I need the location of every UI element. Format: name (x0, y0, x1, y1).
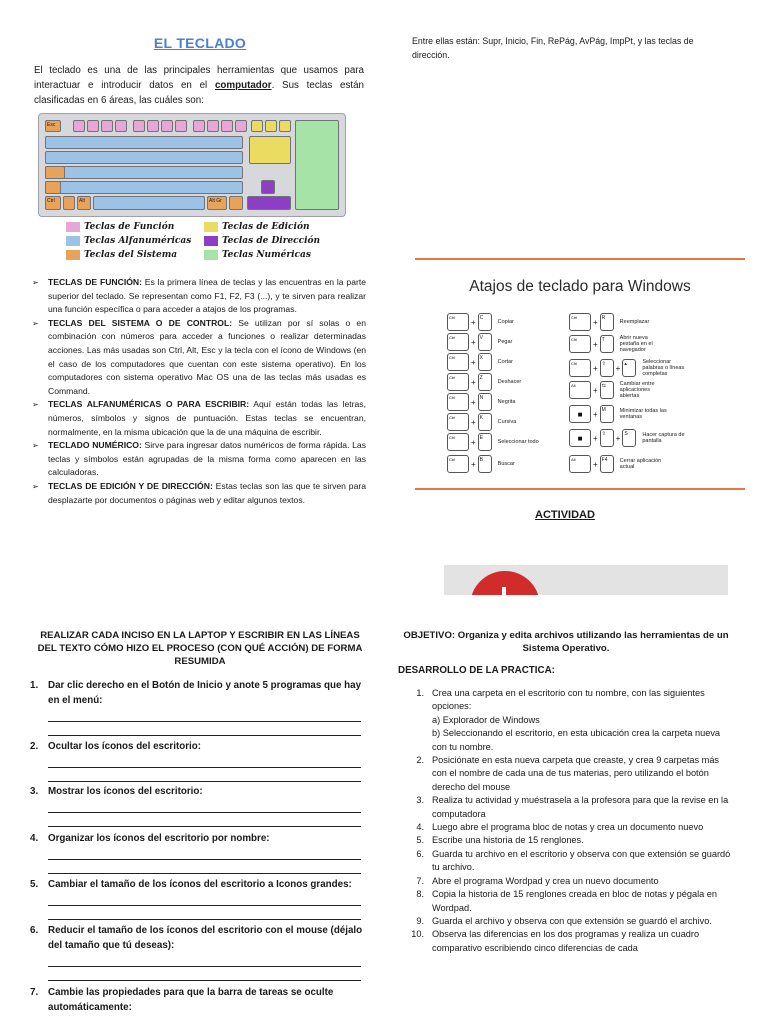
keyboard-legend (62, 220, 352, 264)
legend-swatch (66, 250, 80, 260)
shift-key (45, 181, 61, 194)
step-item: b) Seleccionando el escritorio, en esta ubicación crea la carpeta nueva con tu nombre. (432, 728, 721, 752)
key-icon: N (478, 393, 492, 411)
plus-icon: + (471, 317, 476, 327)
ctrl-key-icon: Ctrl (569, 313, 591, 331)
shortcut-item: Ctrl + X Cortar (447, 352, 513, 372)
answer-line[interactable] (48, 813, 361, 827)
plus-icon: + (471, 397, 476, 407)
key-icon: V (478, 333, 492, 351)
ctrl-key-icon: Ctrl (447, 373, 469, 391)
shortcut-item: Ctrl + R Reemplazar (569, 312, 649, 332)
ctrl-key-icon: Ctrl (447, 313, 469, 331)
windows-key-icon: ■ (569, 405, 591, 423)
plus-icon: + (593, 317, 598, 327)
f-key (115, 120, 127, 132)
edit-key (265, 120, 277, 132)
key-icon: C (478, 313, 492, 331)
plus-icon: + (471, 437, 476, 447)
f-key (235, 120, 247, 132)
step-item: 4. Luego abre el programa bloc de notas y crea un documento nuevo (416, 822, 704, 833)
f-key (87, 120, 99, 132)
f-key (101, 120, 113, 132)
objective-heading: OBJETIVO: Organiza y edita archivos utilizando las herramientas de un Sistema Operativo. (403, 630, 729, 654)
legend-swatch (204, 222, 218, 232)
plus-icon: + (471, 417, 476, 427)
qwerty-row (45, 151, 243, 164)
f-key (175, 120, 187, 132)
arrow-up-key (261, 180, 275, 194)
step-item: 1. Crea una carpeta en el escritorio con tu nombre, con las siguientes opciones: (416, 688, 705, 712)
cropped-logo-image (444, 565, 728, 595)
instructions-heading: REALIZAR CADA INCISO EN LA LAPTOP Y ESCRIBIR EN LAS LÍNEAS DEL TEXTO CÓMO HIZO EL PROCESO (CON QUÉ ACCIÓN) DE FORMA RESUMIDA (37, 630, 363, 667)
shortcut-item: Ctrl + N Negrita (447, 392, 515, 412)
answer-line[interactable] (48, 708, 361, 722)
edit-key (279, 120, 291, 132)
shortcut-item: Ctrl + C Copiar (447, 312, 514, 332)
f-key (161, 120, 173, 132)
legend-swatch (204, 236, 218, 246)
task-item: 2. Ocultar los íconos del escritorio: (30, 739, 366, 782)
key-icon: K (478, 413, 492, 431)
shortcut-item: Alt + F4 Cerrar aplicación actual (569, 454, 668, 474)
home-row (45, 166, 243, 179)
logo-mark-icon (502, 587, 506, 595)
ctrl-key: Ctrl (45, 196, 61, 210)
plus-icon: + (593, 459, 598, 469)
practice-steps-list (404, 687, 734, 955)
intro-paragraph: El teclado es una de las principales herramientas que usamos para interactuar e introducir datos en el computador. Sus teclas están clasificadas en 6 áreas, las cuáles son: (34, 65, 364, 106)
definition-item: ➢ TECLAS DEL SISTEMA O DE CONTROL: Se utilizan por sí solas o en combinación con números para acceder a funciones o realizar determinadas acciones. Las más usadas son Ctrl, Alt, Esc y la tecla con el ícono de Windows (en el caso de los computadores que cuentan con este sistema operativo). En los computadores con sistema operativo Mac OS una de las teclas más usadas es Command. (32, 317, 366, 399)
alt-key-icon: Alt (569, 381, 591, 399)
plus-icon: + (471, 459, 476, 469)
plus-icon: + (615, 363, 621, 373)
legend-swatch (66, 222, 80, 232)
caps-key (45, 166, 65, 179)
legend-item: Teclas Alfanuméricas (66, 236, 191, 246)
shortcut-item: Ctrl + B Buscar (447, 454, 515, 474)
step-item: 3. Realiza tu actividad y muéstrasela a la profesora para que la revise en la computadora (416, 795, 729, 819)
step-item: 10. Observa las diferencias en los dos programas y realiza un cuadro comparativo escribiendo cinco diferencias de cada (411, 929, 700, 953)
plus-icon: + (593, 385, 598, 395)
ctrl-key-icon: Ctrl (447, 353, 469, 371)
plus-icon: + (471, 377, 476, 387)
numeric-keypad (295, 120, 339, 210)
answer-line[interactable] (48, 754, 361, 768)
step-item: 8. Copia la historia de 15 renglones creada en bloc de notas y pégala en Wordpad. (416, 889, 718, 913)
plus-icon: + (471, 357, 476, 367)
shortcut-item: Ctrl + V Pegar (447, 332, 512, 352)
legend-item: Teclas Numéricas (204, 250, 311, 260)
answer-line[interactable] (48, 967, 361, 981)
esc-key: Esc (45, 120, 61, 132)
key-icon: Z (478, 373, 492, 391)
tab-key-icon: ⇆ (600, 381, 614, 399)
answer-line[interactable] (48, 768, 361, 782)
step-item: 9. Guarda el archivo y observa con que extensión se guardó el archivo. (416, 915, 712, 926)
shortcut-item: Ctrl + T Abrir nueva pestaña en el navegador (571, 335, 653, 353)
space-key (93, 196, 205, 210)
step-item: 5. Escribe una historia de 15 renglones. (416, 835, 584, 846)
task-item: 4. Organizar los íconos del escritorio por nombre: (30, 831, 366, 874)
shortcuts-title: Atajos de teclado para Windows (469, 278, 691, 295)
task-item: 6. Reducir el tamaño de los íconos del escritorio con el mouse (déjalo del tamaño que tú deseas): (30, 923, 366, 981)
actividad-heading: ACTIVIDAD (535, 509, 595, 521)
number-row (45, 136, 243, 149)
key-icon: E (478, 433, 492, 451)
windows-key-icon: ■ (569, 429, 591, 447)
shortcut-item: ■ + M Minimizar todas las ventanas (569, 404, 668, 424)
plus-icon: + (593, 363, 598, 373)
shift-key-icon: ⇧ (600, 429, 614, 447)
shortcut-item: Ctrl + E Seleccionar todo (447, 432, 539, 452)
answer-line[interactable] (48, 846, 361, 860)
shortcut-item: Alt + ⇆ Cambiar entre aplicaciones abiertas (571, 381, 655, 399)
shift-key-icon: ⇧ (600, 359, 614, 377)
plus-icon: + (615, 433, 621, 443)
f-key (221, 120, 233, 132)
key-icon: S (622, 429, 636, 447)
shortcut-item: Ctrl + ⇧ + ▴ Seleccionar palabras o líneas completas (571, 359, 685, 377)
definition-item: ➢ TECLAS ALFANUMÉRICAS O PARA ESCRIBIR: Aquí están todas las letras, números, símbolos y signos de puntuación. Estas teclas se encuentran, normalmente, en la misma ubicación que la de una máquina de escribir. (32, 398, 366, 439)
arrow-keys-icon: ▴ (622, 359, 636, 377)
answer-line[interactable] (48, 892, 361, 906)
shortcut-item: Ctrl + K Cursiva (447, 412, 516, 432)
ctrl-key-icon: Ctrl (447, 333, 469, 351)
bottom-row (45, 181, 243, 194)
task-item: 3. Mostrar los íconos del escritorio: (30, 784, 366, 827)
ctrl-key-icon: Ctrl (447, 455, 469, 473)
altgr-key: Alt Gr (207, 196, 227, 210)
page-title: EL TECLADO (153, 35, 247, 51)
key-icon: R (600, 313, 614, 331)
practice-heading: DESARROLLO DE LA PRACTICA: (398, 665, 555, 676)
plus-icon: + (593, 433, 598, 443)
f-key (147, 120, 159, 132)
legend-item: Teclas del Sistema (66, 250, 177, 260)
task-item: 7. Cambie las propiedades para que la barra de tareas se oculte automáticamente: (30, 987, 334, 1013)
key-icon: M (600, 405, 614, 423)
legend-item: Teclas de Función (66, 222, 174, 232)
step-item: 2. Posiciónate en esta nueva carpeta que creaste, y crea 9 carpetas más con el nombre de cada una de tus materias, pero utilizando el botón derecho del mouse (416, 755, 720, 792)
ctrl-key-icon: Ctrl (447, 393, 469, 411)
plus-icon: + (593, 339, 598, 349)
legend-item: Teclas de Dirección (204, 236, 320, 246)
step-item: 7. Abre el programa Wordpad y crea un nuevo documento (416, 875, 659, 886)
answer-line[interactable] (48, 860, 361, 874)
definition-item: ➢ TECLAS DE FUNCIÓN: Es la primera línea de teclas y las encuentras en la parte superior del teclado. Se representan como F1, F2, F3 (...), y te sirven para realizar una función específica o para acceder a atajos de los programas. (32, 276, 366, 317)
legend-swatch (204, 250, 218, 260)
ctrl-key-icon: Ctrl (447, 413, 469, 431)
f-key (193, 120, 205, 132)
key-icon: T (600, 335, 614, 353)
key-icon: F4 (600, 455, 614, 473)
edit-key (251, 120, 263, 132)
definition-item: ➢ TECLADO NUMÉRICO: Sirve para ingresar datos numéricos de forma rápida. Las teclas y símbolos están agrupadas de la misma forma como aparecen en las calculadoras. (32, 439, 366, 480)
shortcut-item: Ctrl + Z Deshacer (447, 372, 521, 392)
keyboard-image (38, 113, 346, 217)
shortcuts-panel (415, 258, 745, 490)
ctrl-key-icon: Ctrl (569, 335, 591, 353)
key-definitions-list (32, 276, 366, 507)
legend-item: Teclas de Edición (204, 222, 310, 232)
plus-icon: + (593, 409, 598, 419)
edit-keys-continuation: Entre ellas están: Supr, Inicio, Fin, RePág, AvPág, ImpPt, y las teclas de dirección. (412, 36, 694, 60)
shortcut-item: ■ + ⇧ + S Hacer captura de pantalla (569, 428, 690, 448)
key-icon: X (478, 353, 492, 371)
ctrl-key-icon: Ctrl (569, 359, 591, 377)
arrow-keys (247, 196, 291, 210)
task-item: 5. Cambiar el tamaño de los íconos del escritorio a Iconos grandes: (30, 877, 366, 920)
ctrl-right-key (229, 196, 243, 210)
alt-key: Alt (77, 196, 91, 210)
edit-block (249, 136, 291, 164)
step-item: 6. Guarda tu archivo en el escritorio y observa con que extensión se guardó tu archivo. (416, 848, 731, 873)
definition-item: ➢ TECLAS DE EDICIÓN Y DE DIRECCIÓN: Estas teclas son las que te sirven para desplazarte por documentos o páginas web y editar algunos textos. (32, 480, 366, 507)
answer-line[interactable] (48, 722, 361, 736)
task-item: 1. Dar clic derecho en el Botón de Inicio y anote 5 programas que hay en el menú: (30, 678, 366, 736)
answer-line[interactable] (48, 906, 361, 920)
alt-key-icon: Alt (569, 455, 591, 473)
f-key (207, 120, 219, 132)
step-item: a) Explorador de Windows (432, 714, 540, 725)
windows-key (63, 196, 75, 210)
legend-swatch (66, 236, 80, 246)
plus-icon: + (471, 337, 476, 347)
key-icon: B (478, 455, 492, 473)
answer-line[interactable] (48, 799, 361, 813)
f-key (73, 120, 85, 132)
ctrl-key-icon: Ctrl (447, 433, 469, 451)
computador-link[interactable]: computador (214, 80, 272, 91)
f-key (133, 120, 145, 132)
answer-line[interactable] (48, 953, 361, 967)
